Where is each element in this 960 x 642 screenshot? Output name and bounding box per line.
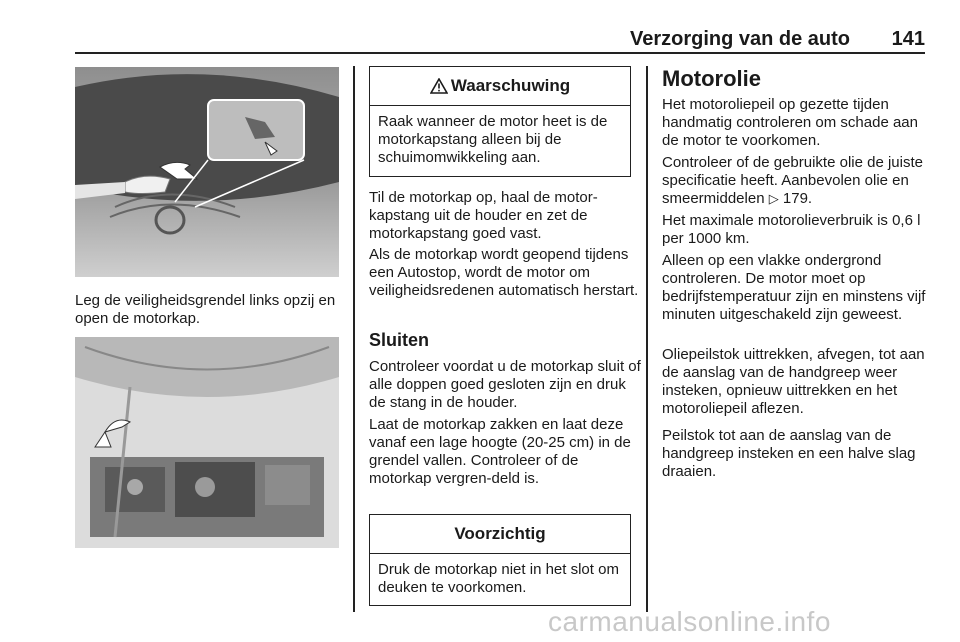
caution-body: Druk de motorkap niet in het slot om deuken te voorkomen. xyxy=(378,561,619,596)
warning-title: Waarschuwing xyxy=(450,76,571,95)
page-number: 141 xyxy=(891,28,925,50)
column-divider-right xyxy=(646,66,648,612)
paragraph-lift-hood: Til de motorkap op, haal de motor-kapstang uit de houder en zet de motorkapstang goed vast. xyxy=(369,189,598,242)
paragraph-oil-consumption: Het maximale motorolieverbruik is 0,6 l per 1000 km. xyxy=(662,212,921,247)
heading-sluiten: Sluiten xyxy=(369,330,430,350)
engine-bay-illustration xyxy=(75,337,339,548)
warning-box xyxy=(369,66,631,177)
paragraph-oil-spec xyxy=(662,154,927,208)
paragraph-autostop: Als de motorkap wordt geopend tijdens een Autostop, wordt de motor om veiligheidsredenen automatisch herstart. xyxy=(369,246,639,299)
hood-latch-illustration xyxy=(75,67,339,277)
oil-spec-page-ref[interactable]: 179. xyxy=(782,190,813,207)
figure-hood-latch xyxy=(75,67,339,277)
heading-motorolie: Motorolie xyxy=(662,66,761,91)
warning-body: Raak wanneer de motor heet is de motorkapstang alleen bij de schuimomwikkeling aan. xyxy=(378,113,608,166)
paragraph-level-ground: Alleen op een vlakke ondergrond controleren. De motor moet op bedrijfstemperatuur zijn en minstens vijf minuten uitgeschakeld zijn geweest. xyxy=(662,252,926,323)
figure1-caption: Leg de veiligheidsgrendel links opzij en open de motorkap. xyxy=(75,292,336,327)
caution-header xyxy=(370,515,630,554)
page-ref-arrow-icon: ▷ xyxy=(768,191,779,206)
caution-title: Voorzichtig xyxy=(454,524,546,543)
warning-triangle-icon xyxy=(430,78,448,94)
column-divider-left xyxy=(353,66,355,612)
paragraph-check-caps: Controleer voordat u de motorkap sluit of alle doppen goed gesloten zijn en druk de stang in de houder. xyxy=(369,358,641,411)
watermark: carmanualsonline.info xyxy=(548,606,831,637)
paragraph-dipstick-insert: Peilstok tot aan de aanslag van de handgreep insteken en een halve slag draaien. xyxy=(662,427,916,480)
paragraph-lower-hood: Laat de motorkap zakken en laat deze vanaf een lage hoogte (20-25 cm) in de grendel vallen. Controleer of de motorkap vergren-deld is. xyxy=(369,416,631,487)
paragraph-oil-check: Het motoroliepeil op gezette tijden handmatig controleren om schade aan de motor te voorkomen. xyxy=(662,96,918,149)
figure-engine-bay xyxy=(75,337,339,548)
paragraph-dipstick: Oliepeilstok uittrekken, afvegen, tot aan de aanslag van de handgreep weer insteken, opnieuw uittrekken en het motoroliepeil aflezen. xyxy=(662,346,925,417)
caution-box xyxy=(369,514,631,606)
warning-header xyxy=(370,67,630,106)
oil-spec-text: Controleer of de gebruikte olie de juiste specificatie heeft. Aanbevolen olie en smeermiddelen xyxy=(662,154,923,207)
header-rule xyxy=(75,52,925,54)
running-header-title: Verzorging van de auto xyxy=(629,28,850,50)
